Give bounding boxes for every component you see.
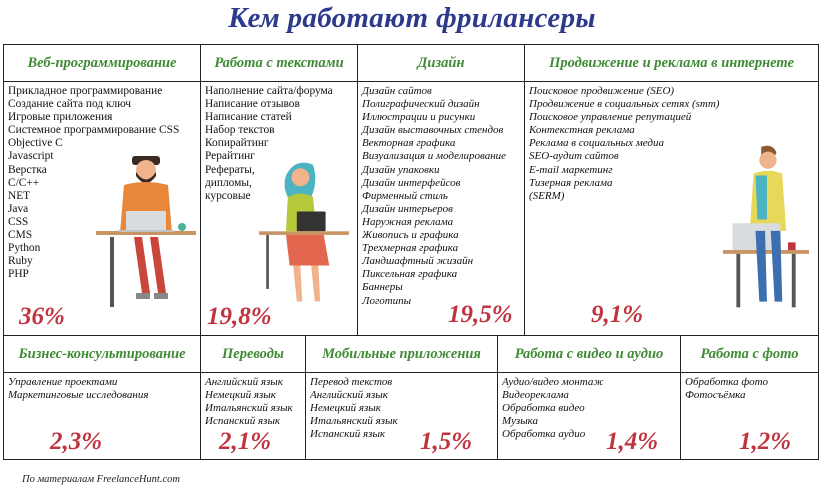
category-mobile bbox=[305, 335, 498, 460]
list-item: Английский язык bbox=[310, 389, 388, 402]
woman-at-laptop-icon bbox=[259, 155, 349, 313]
list-item: Верстка bbox=[8, 163, 47, 176]
list-item: Дизайн выставочных стендов bbox=[362, 124, 504, 137]
category-list bbox=[310, 376, 398, 441]
list-item: Тизерная реклама bbox=[529, 176, 613, 189]
list-item: Маркетинговые исследования bbox=[8, 389, 149, 402]
list-item: NET bbox=[8, 189, 31, 202]
list-item: Управление проектами bbox=[8, 376, 118, 388]
list-item: Реклама в социальных медиа bbox=[529, 137, 664, 150]
list-item: PHP bbox=[8, 268, 29, 281]
list-item: Испанский язык bbox=[310, 428, 386, 441]
list-item: Контекстная реклама bbox=[529, 124, 635, 137]
list-item: SEO-аудит сайтов bbox=[529, 150, 619, 163]
list-item: C/C++ bbox=[8, 176, 40, 189]
list-item: Системное программирование CSS bbox=[8, 124, 180, 137]
category-percent: 9,1% bbox=[591, 301, 644, 328]
category-header: Работа с фото bbox=[681, 336, 818, 373]
category-web bbox=[3, 44, 201, 336]
category-list bbox=[529, 85, 719, 203]
list-item: Objective C bbox=[8, 137, 63, 150]
page-title: Кем работают фрилансеры bbox=[228, 2, 596, 34]
list-item: дипломы, bbox=[205, 176, 252, 189]
list-item: Испанский язык bbox=[205, 415, 281, 428]
list-item: Java bbox=[8, 202, 29, 215]
category-list bbox=[502, 376, 604, 441]
category-percent: 2,3% bbox=[50, 428, 103, 455]
list-item: курсовые bbox=[205, 189, 251, 202]
category-design bbox=[357, 44, 525, 336]
list-item: Иллюстрации и рисунки bbox=[362, 111, 476, 124]
list-item: Фотосъёмка bbox=[685, 389, 746, 402]
category-list bbox=[685, 376, 768, 402]
list-item: Обработка видео bbox=[502, 402, 585, 415]
list-item: Javascript bbox=[8, 150, 54, 163]
list-item: Набор текстов bbox=[205, 124, 275, 137]
category-header: Бизнес-консультирование bbox=[4, 336, 200, 373]
list-item: CMS bbox=[8, 229, 33, 242]
category-percent: 1,4% bbox=[606, 428, 659, 455]
list-item: Баннеры bbox=[362, 281, 403, 294]
list-item: Векторная графика bbox=[362, 137, 456, 150]
category-list bbox=[8, 376, 148, 402]
man-at-laptop-icon bbox=[96, 153, 196, 313]
category-texts bbox=[200, 44, 358, 336]
category-header: Работа с видео и аудио bbox=[498, 336, 680, 373]
source-note: По материалам FreelanceHunt.com bbox=[22, 474, 180, 485]
category-percent: 19,8% bbox=[207, 303, 272, 330]
category-business bbox=[3, 335, 201, 460]
list-item: Игровые приложения bbox=[8, 111, 113, 124]
list-item: Рерайтинг bbox=[205, 150, 255, 163]
list-item: Дизайн интерьеров bbox=[362, 202, 453, 215]
list-item: Немецкий язык bbox=[205, 389, 276, 402]
list-item: Аудио/видео монтаж bbox=[502, 376, 604, 388]
category-header: Переводы bbox=[201, 336, 305, 373]
list-item: Немецкий язык bbox=[310, 402, 381, 415]
list-item: Наполнение сайта/форума bbox=[205, 85, 333, 97]
list-item: Python bbox=[8, 242, 41, 255]
categories-grid bbox=[3, 44, 819, 460]
list-item: Музыка bbox=[502, 415, 539, 428]
list-item: Ландшафтный жизайн bbox=[362, 255, 474, 268]
list-item: Итальянский язык bbox=[205, 402, 293, 415]
list-item: Поисковое продвижение (SEO) bbox=[529, 85, 675, 97]
category-list bbox=[205, 376, 293, 428]
list-item: Рефераты, bbox=[205, 163, 255, 176]
list-item: Видеореклама bbox=[502, 389, 569, 402]
category-photo bbox=[680, 335, 819, 460]
list-item: Продвижение в социальных сетях (smm) bbox=[529, 98, 720, 111]
list-item: Создание сайта под ключ bbox=[8, 98, 132, 111]
category-promotion bbox=[524, 44, 819, 336]
list-item: Написание статей bbox=[205, 111, 292, 124]
list-item: Фирменный стиль bbox=[362, 189, 448, 202]
list-item: Прикладное программирование bbox=[8, 85, 163, 97]
list-item: Наружная реклама bbox=[362, 215, 454, 228]
list-item: Пиксельная графика bbox=[362, 268, 458, 281]
list-item: Обработка фото bbox=[685, 376, 769, 388]
list-item: Дизайн сайтов bbox=[362, 85, 432, 97]
list-item: Итальянский язык bbox=[310, 415, 398, 428]
list-item: Ruby bbox=[8, 255, 33, 268]
category-header: Дизайн bbox=[358, 45, 524, 82]
list-item: Трехмерная графика bbox=[362, 242, 459, 255]
category-list bbox=[362, 85, 506, 308]
category-percent: 19,5% bbox=[448, 301, 513, 328]
category-header: Продвижение и реклама в интернете bbox=[525, 45, 818, 82]
list-item: Дизайн интерфейсов bbox=[362, 176, 461, 189]
category-percent: 1,2% bbox=[739, 428, 792, 455]
category-percent: 36% bbox=[19, 303, 65, 330]
list-item: CSS bbox=[8, 215, 29, 228]
list-item: E-mail маркетинг bbox=[529, 163, 613, 176]
list-item: Поисковое управление репутацией bbox=[529, 111, 692, 124]
category-percent: 2,1% bbox=[219, 428, 272, 455]
list-item: Обработка аудио bbox=[502, 428, 586, 441]
category-video-audio bbox=[497, 335, 681, 460]
list-item: (SERM) bbox=[529, 189, 565, 202]
category-header: Веб-программирование bbox=[4, 45, 200, 82]
list-item: Визуализация и моделирование bbox=[362, 150, 507, 163]
list-item: Логотипы bbox=[362, 294, 412, 307]
category-percent: 1,5% bbox=[420, 428, 473, 455]
list-item: Полиграфический дизайн bbox=[362, 98, 480, 111]
list-item: Перевод текстов bbox=[310, 376, 393, 388]
list-item: Дизайн упаковки bbox=[362, 163, 440, 176]
list-item: Написание отзывов bbox=[205, 98, 300, 111]
list-item: Копирайтинг bbox=[205, 137, 269, 150]
category-translations bbox=[200, 335, 306, 460]
category-header: Работа с текстами bbox=[201, 45, 357, 82]
category-header: Мобильные приложения bbox=[306, 336, 497, 373]
list-item: Английский язык bbox=[205, 376, 283, 388]
list-item: Живопись и графика bbox=[362, 229, 459, 242]
man-at-standing-desk-icon bbox=[723, 143, 809, 315]
